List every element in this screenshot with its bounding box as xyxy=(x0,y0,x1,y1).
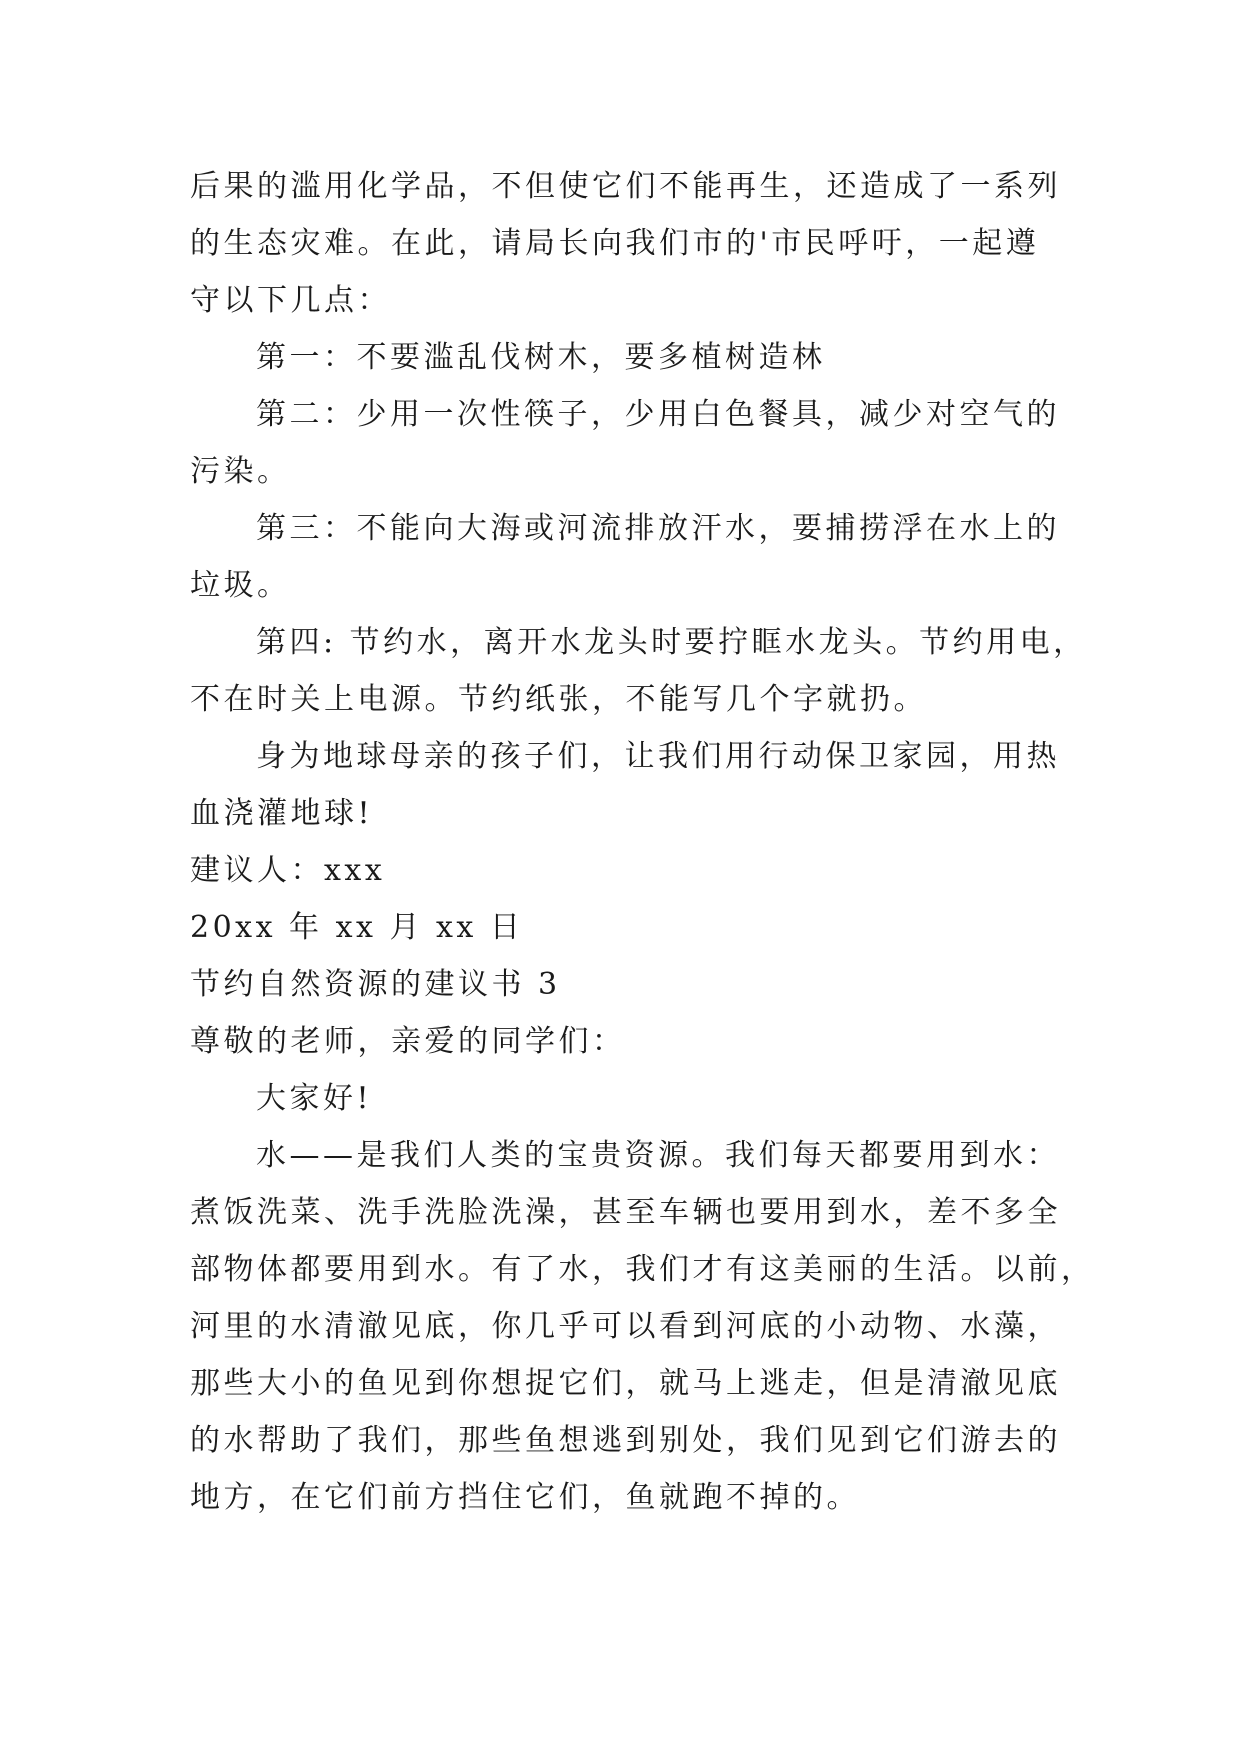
text-line: 守以下几点： xyxy=(190,283,391,318)
text-line: 的水帮助了我们，那些鱼想逃到别处，我们见到它们游去的 xyxy=(190,1423,1061,1458)
section-title: 节约自然资源的建议书 3 xyxy=(190,967,561,1002)
paragraph-line: 水——是我们人类的宝贵资源。我们每天都要用到水： xyxy=(256,1138,1060,1173)
text-line: 的生态灾难。在此，请局长向我们市的'市民呼吁，一起遵 xyxy=(190,226,1040,261)
list-item: 第二：少用一次性筷子，少用白色餐具，减少对空气的 xyxy=(256,397,1060,432)
text-line: 部物体都要用到水。有了水，我们才有这美丽的生活。以前， xyxy=(190,1252,1095,1287)
text-line: 不在时关上电源。节约纸张，不能写几个字就扔。 xyxy=(190,682,927,717)
paragraph-line: 身为地球母亲的孩子们，让我们用行动保卫家园，用热 xyxy=(256,739,1060,774)
date-line: 20xx 年 xx 月 xx 日 xyxy=(190,910,524,945)
text-line: 污染。 xyxy=(190,454,291,489)
text-line: 垃圾。 xyxy=(190,568,291,603)
list-item: 第一：不要滥乱伐树木，要多植树造林 xyxy=(256,340,826,375)
list-item: 第四: 节约水，离开水龙头时要拧眶水龙头。节约用电， xyxy=(256,625,1087,660)
greeting: 大家好! xyxy=(256,1081,373,1116)
text-line: 后果的滥用化学品，不但使它们不能再生，还造成了一系列 xyxy=(190,169,1061,204)
text-line: 那些大小的鱼见到你想捉它们，就马上逃走，但是清澈见底 xyxy=(190,1366,1061,1401)
signature-line: 建议人：xxx xyxy=(190,853,386,888)
salutation: 尊敬的老师，亲爱的同学们： xyxy=(190,1024,626,1059)
text-line: 煮饭洗菜、洗手洗脸洗澡，甚至车辆也要用到水，差不多全 xyxy=(190,1195,1061,1230)
text-line: 血浇灌地球! xyxy=(190,796,374,831)
text-line: 地方，在它们前方挡住它们，鱼就跑不掉的。 xyxy=(190,1480,860,1515)
text-line: 河里的水清澈见底，你几乎可以看到河底的小动物、水藻， xyxy=(190,1309,1061,1344)
list-item: 第三：不能向大海或河流排放汗水，要捕捞浮在水上的 xyxy=(256,511,1060,546)
